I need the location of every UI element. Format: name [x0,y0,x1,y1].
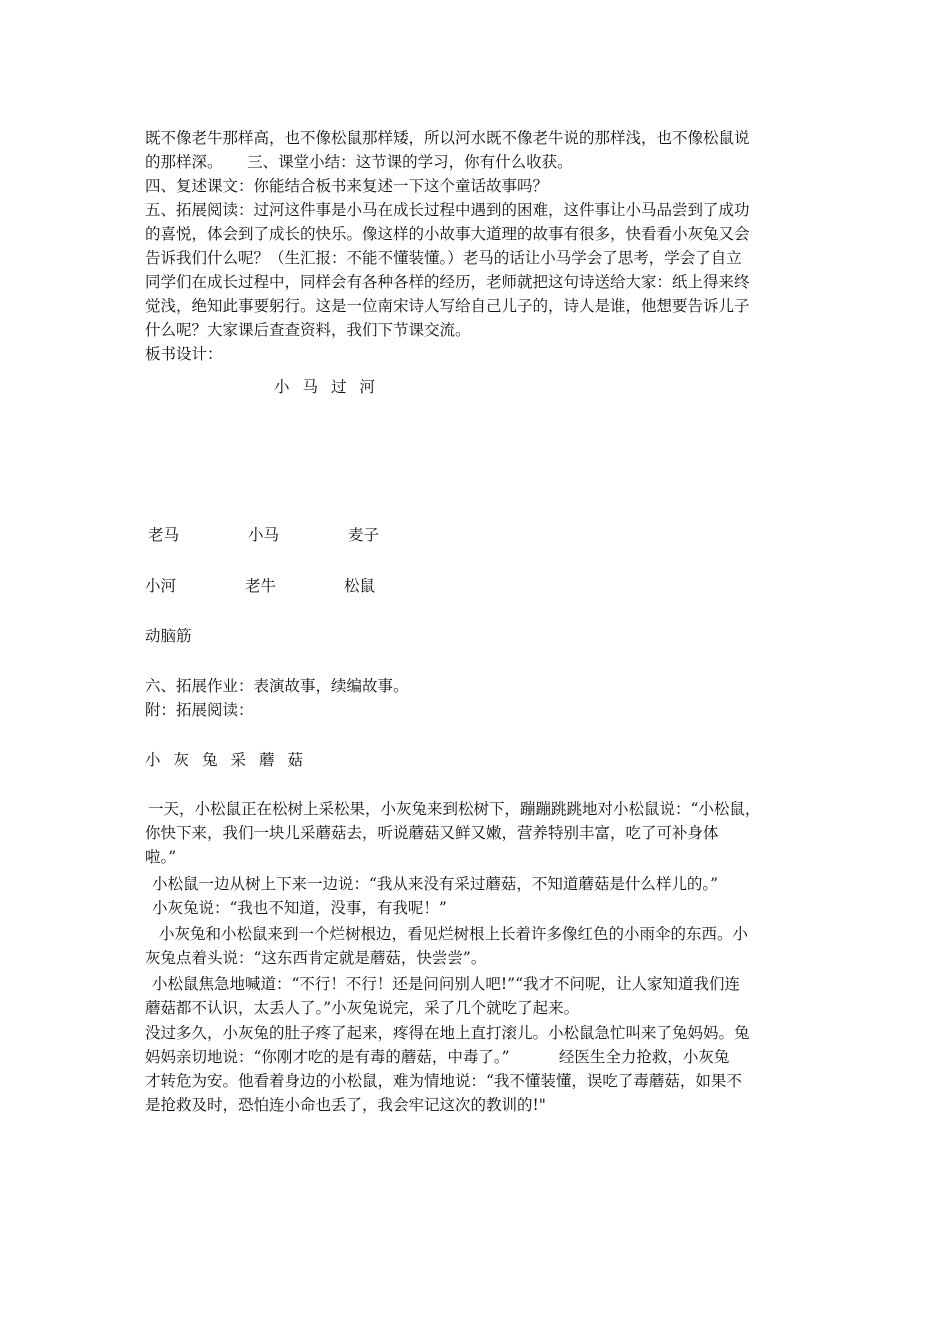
story-paragraph-2: 小松鼠一边从树上下来一边说：“我从来没有采过蘑菇，不知道蘑菇是什么样儿的。” [152,875,719,893]
board-item-use-brain: 动脑筋 [145,627,192,645]
homework-line: 六、拓展作业：表演故事，续编故事。 [145,677,409,695]
board-item-wheat: 麦子 [348,526,380,544]
story-paragraph-6-line-2: 妈妈亲切地说：“你刚才吃的是有毒的蘑菇，中毒了。” 经医生全力抢救，小灰兔 [145,1048,730,1066]
board-item-old-horse: 老马 [148,526,180,544]
board-item-river: 小河 [145,577,177,595]
lesson-line-7: 同学们在成长过程中，同样会有各种各样的经历，老师就把这句诗送给大家：纸上得来终 [145,273,750,291]
board-item-little-horse: 小马 [248,526,280,544]
story-paragraph-4-line-2: 灰兔点着头说：“这东西肯定就是蘑菇，快尝尝”。 [145,949,487,967]
lesson-line-5: 的喜悦，体会到了成长的快乐。像这样的小故事大道理的故事有很多，快看看小灰兔又会 [145,225,750,243]
story-paragraph-4-line-1: 小灰兔和小松鼠来到一个烂树根边，看见烂树根上长着许多像红色的小雨伞的东西。小 [159,925,749,943]
story-paragraph-5-line-2: 蘑菇都不认识，太丢人了。”小灰兔说完，采了几个就吃了起来。 [145,999,580,1017]
board-item-squirrel: 松鼠 [344,577,376,595]
story-paragraph-6-line-3: 才转危为安。他看着身边的小松鼠，难为情地说：“我不懂装懂，误吃了毒蘑菇，如果不 [145,1072,742,1090]
board-title: 小马过河 [274,378,389,396]
story-title: 小灰兔采蘑菇 [145,751,317,769]
lesson-line-6: 告诉我们什么呢？（生汇报：不能不懂装懂。）老马的话让小马学会了思考，学会了自立 [145,249,742,267]
lesson-line-4: 五、拓展阅读：过河这件事是小马在成长过程中遇到的困难，这件事让小马品尝到了成功 [145,201,750,219]
story-paragraph-5-line-1: 小松鼠焦急地喊道：“不行！不行！还是问问别人吧!”“我才不问呢，让人家知道我们连 [152,975,741,993]
story-paragraph-1-line-1: 一天，小松鼠正在松树上采松果，小灰兔来到松树下，蹦蹦跳跳地对小松鼠说：“小松鼠， [148,800,761,818]
lesson-line-9: 什么呢？大家课后查查资料，我们下节课交流。 [145,321,471,339]
story-paragraph-3: 小灰兔说：“我也不知道，没事，有我呢！” [152,899,447,917]
board-design-label: 板书设计： [145,345,223,363]
story-paragraph-1-line-2: 你快下来，我们一块儿采蘑菇去，听说蘑菇又鲜又嫩，营养特别丰富，吃了可补身体 [145,824,719,842]
story-paragraph-6-line-4: 是抢救及时，恐怕连小命也丢了，我会牢记这次的教训的!" [145,1096,546,1114]
story-paragraph-6-line-1: 没过多久，小灰兔的肚子疼了起来，疼得在地上直打滚儿。小松鼠急忙叫来了兔妈妈。兔 [145,1024,750,1042]
appendix-label: 附：拓展阅读： [145,701,254,719]
board-item-old-ox: 老牛 [245,577,277,595]
lesson-line-3: 四、复述课文：你能结合板书来复述一下这个童话故事吗？ [145,177,549,195]
lesson-line-2: 的那样深。 三、课堂小结：这节课的学习，你有什么收获。 [145,153,573,171]
lesson-line-8: 觉浅，绝知此事要躬行。这是一位南宋诗人写给自己儿子的，诗人是谁，他想要告诉儿子 [145,297,750,315]
story-paragraph-1-line-3: 啦。” [145,848,177,866]
lesson-line-1: 既不像老牛那样高，也不像松鼠那样矮，所以河水既不像老牛说的那样浅，也不像松鼠说 [145,129,750,147]
